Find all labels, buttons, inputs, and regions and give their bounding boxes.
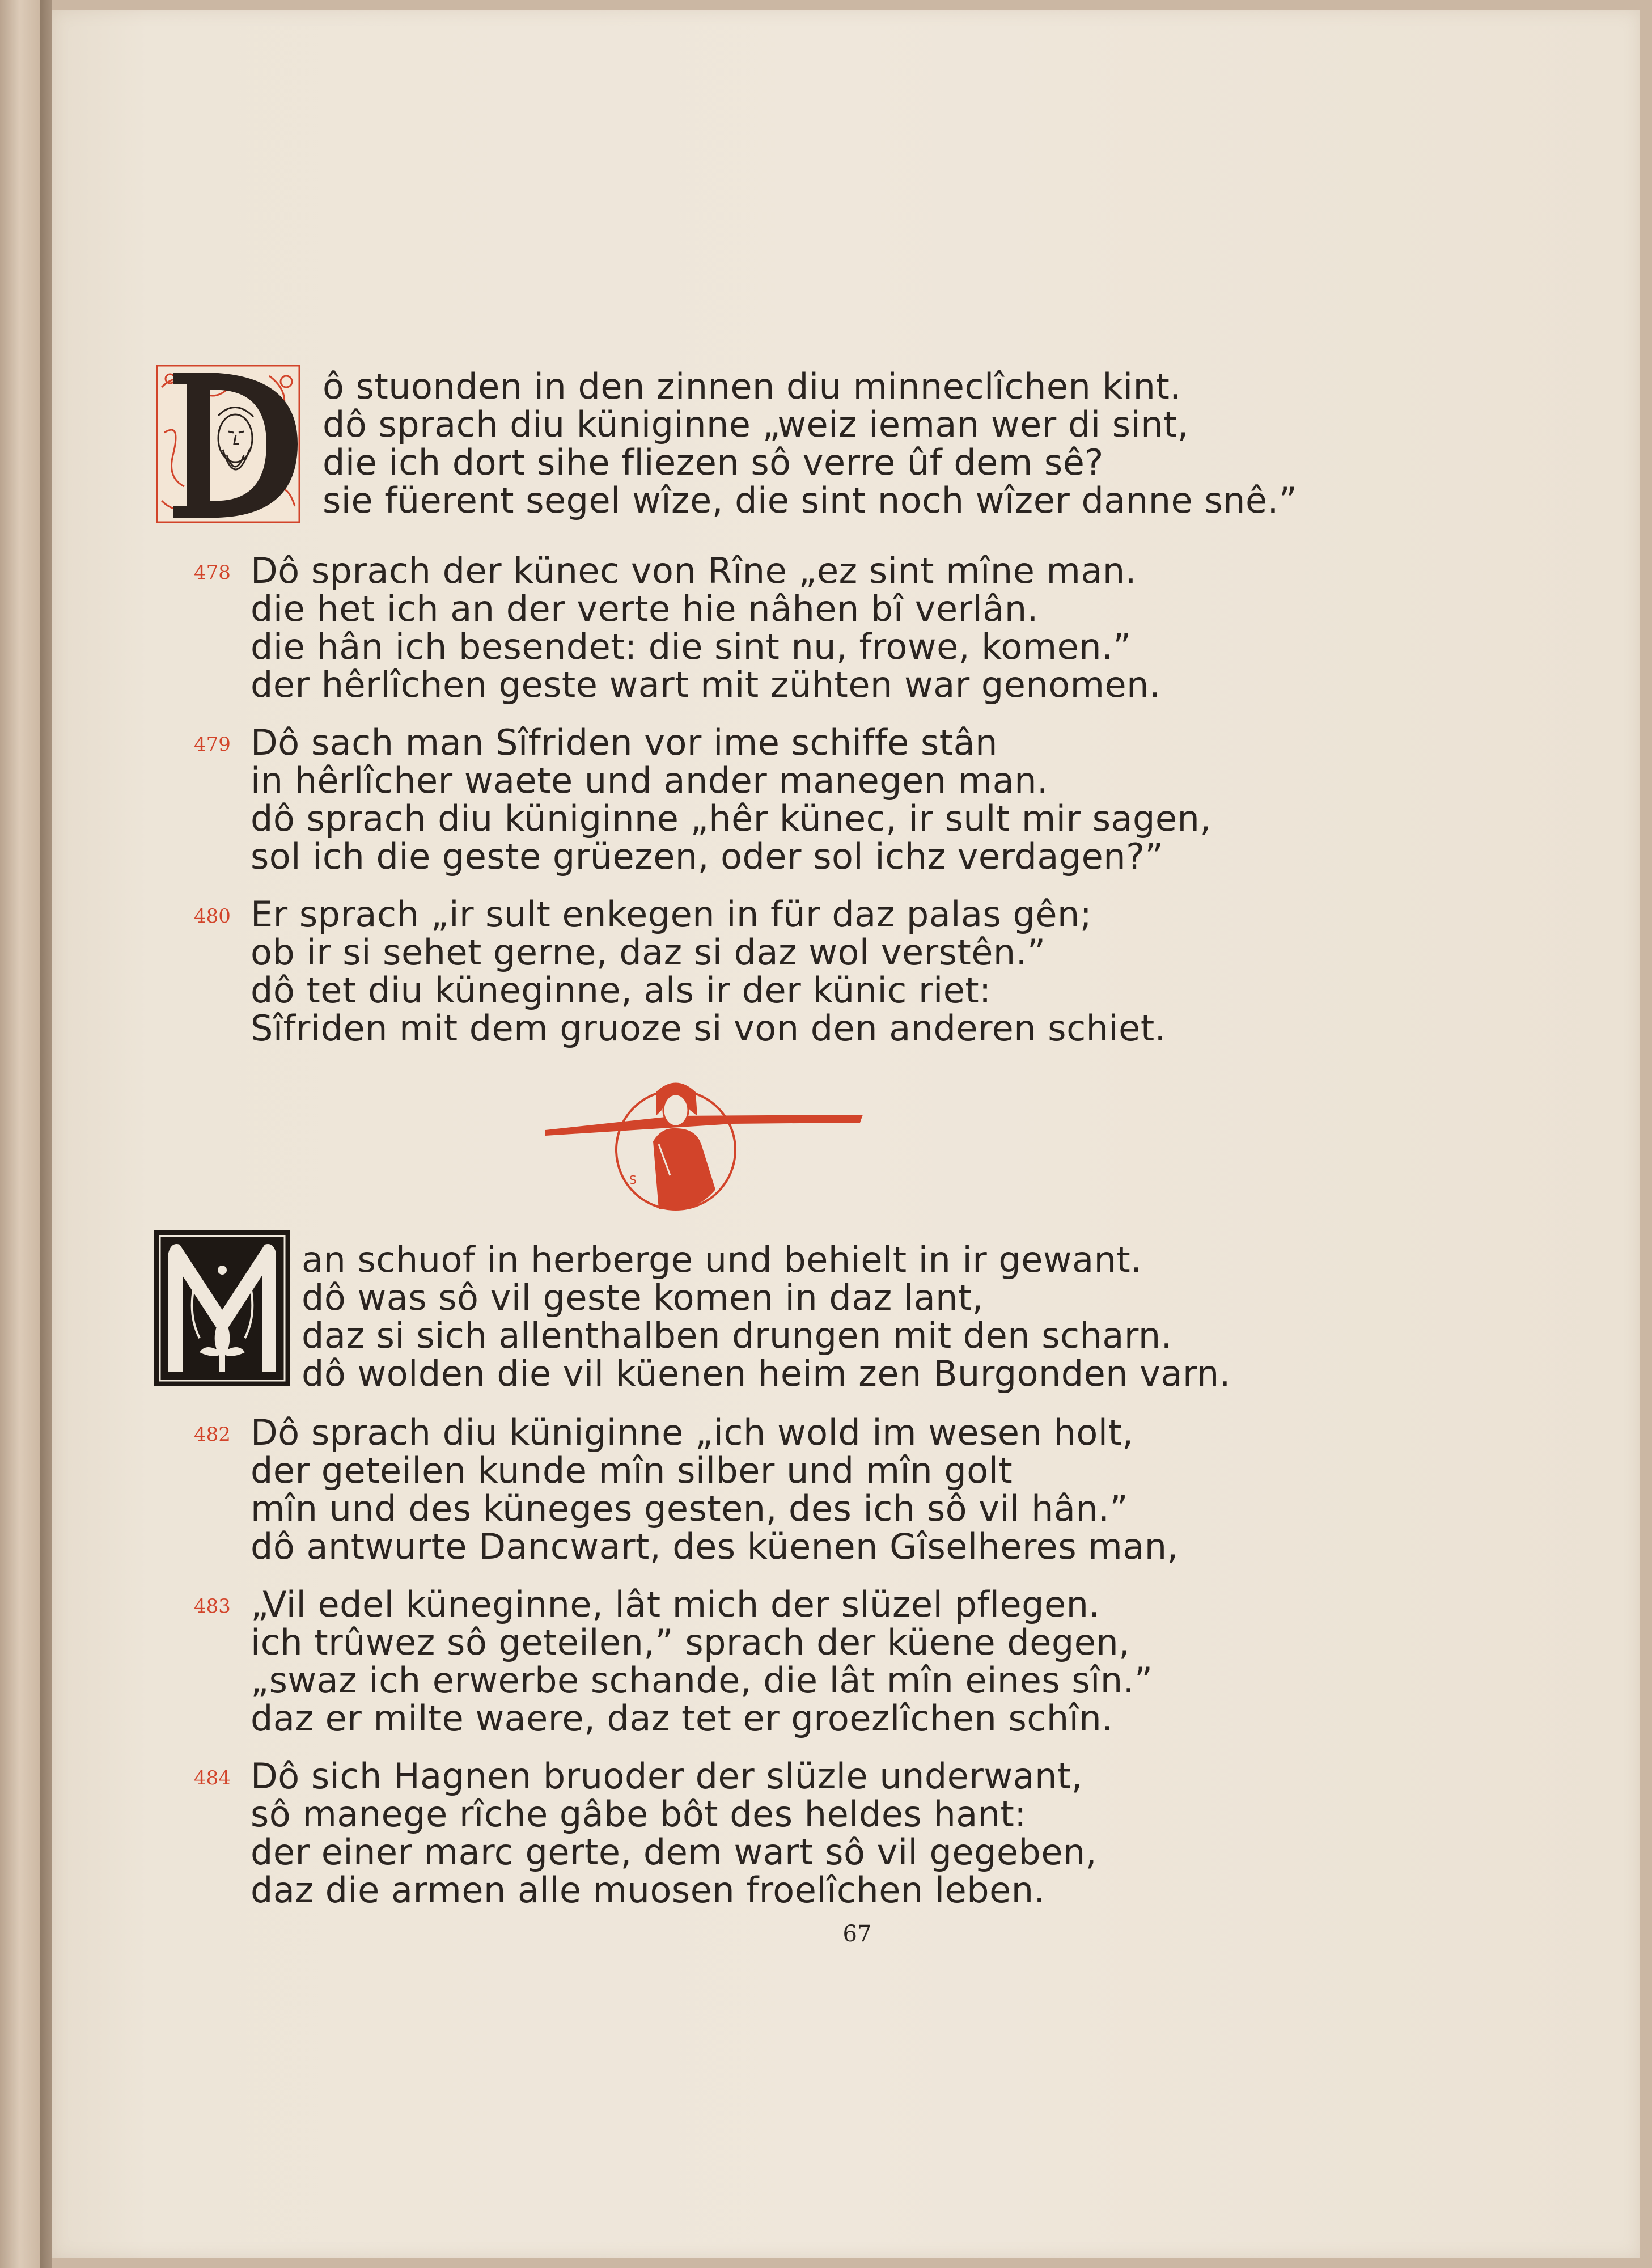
verse-line: der geteilen kunde mîn silber und mîn golt [251,1450,1013,1491]
verse-line: die hân ich besendet: die sint nu, frowe, komen.” [251,626,1132,667]
stanza-482 [251,1414,1179,1565]
verse-line: sie füerent segel wîze, die sint noch wîzer danne snê.” [323,480,1298,521]
verse-line: dô sprach diu küniginne „weiz ieman wer di sint, [323,404,1189,445]
book-gutter [40,0,52,2268]
stanza-number: 478 [194,561,231,584]
verse-line: Dô sprach diu küniginne „ich wold im wesen holt, [251,1412,1134,1453]
verse-line: Dô sach man Sîfriden vor ime schiffe stân [251,722,998,763]
verse-line: die het ich an der verte hie nâhen bî verlân. [251,588,1039,629]
verse-line: Er sprach „ir sult enkegen in für daz palas gên; [251,894,1092,935]
verse-line: Sîfriden mit dem gruoze si von den anderen schiet. [251,1008,1166,1049]
verse-line: dô antwurte Dancwart, des küenen Gîselheres man, [251,1526,1179,1567]
figure-vignette-ornament [545,1076,863,1212]
stanza-opening-d [323,367,1297,519]
verse-line: Dô sprach der künec von Rîne „ez sint mîne man. [251,550,1137,591]
stanza-number: 479 [194,733,231,756]
verse-line: daz die armen alle muosen froelîchen leben. [251,1869,1045,1911]
book-page [52,10,1640,2258]
verse-line: die ich dort sihe fliezen sô verre ûf dem sê? [323,442,1104,483]
stanza-484 [251,1757,1097,1909]
stanza-479 [251,723,1212,875]
verse-line: „Vil edel küneginne, lât mich der slüzel pflegen. [251,1584,1100,1625]
stanza-number: 482 [194,1423,231,1446]
stanza-number: 483 [194,1595,231,1618]
verse-line: ich trûwez sô geteilen,” sprach der küene degen, [251,1622,1130,1663]
verse-line: mîn und des küneges gesten, des ich sô vil hân.” [251,1488,1129,1529]
verse-line: in hêrlîcher waete und ander manegen man. [251,760,1049,801]
stanza-478 [251,552,1160,704]
initial-d-ornament [156,365,300,523]
svg-text:S: S [629,1173,637,1187]
verse-line: dô wolden die vil küenen heim zen Burgonden varn. [302,1353,1231,1394]
verse-line: dô was sô vil geste komen in daz lant, [302,1277,984,1318]
verse-line: sol ich die geste grüezen, oder sol ichz verdagen?” [251,836,1164,877]
verse-line: Dô sich Hagnen bruoder der slüzle underwant, [251,1755,1083,1797]
stanza-483 [251,1585,1153,1737]
verse-line: sô manege rîche gâbe bôt des heldes hant: [251,1793,1027,1835]
verse-line: daz er milte waere, daz tet er groezlîchen schîn. [251,1698,1113,1739]
initial-m-ornament [154,1230,290,1386]
verse-line: an schuof in herberge und behielt in ir gewant. [302,1239,1142,1280]
stanza-opening-m [302,1241,1231,1393]
verse-line: der einer marc gerte, dem wart sô vil gegeben, [251,1831,1097,1873]
verse-line: der hêrlîchen geste wart mit zühten war genomen. [251,664,1161,705]
page-number: 67 [842,1921,872,1947]
verse-line: daz si sich allenthalben drungen mit den scharn. [302,1315,1172,1356]
verse-line: dô sprach diu küniginne „hêr künec, ir sult mir sagen, [251,798,1212,839]
facing-page-edge [0,0,40,2268]
verse-line: ô stuonden in den zinnen diu minneclîchen kint. [323,366,1181,407]
stanza-480 [251,895,1166,1047]
verse-line: ob ir si sehet gerne, daz si daz wol verstên.” [251,932,1046,973]
stanza-number: 484 [194,1767,231,1789]
verse-line: „swaz ich erwerbe schande, die lât mîn eines sîn.” [251,1660,1153,1701]
stanza-number: 480 [194,905,231,928]
verse-line: dô tet diu küneginne, als ir der künic riet: [251,970,992,1011]
